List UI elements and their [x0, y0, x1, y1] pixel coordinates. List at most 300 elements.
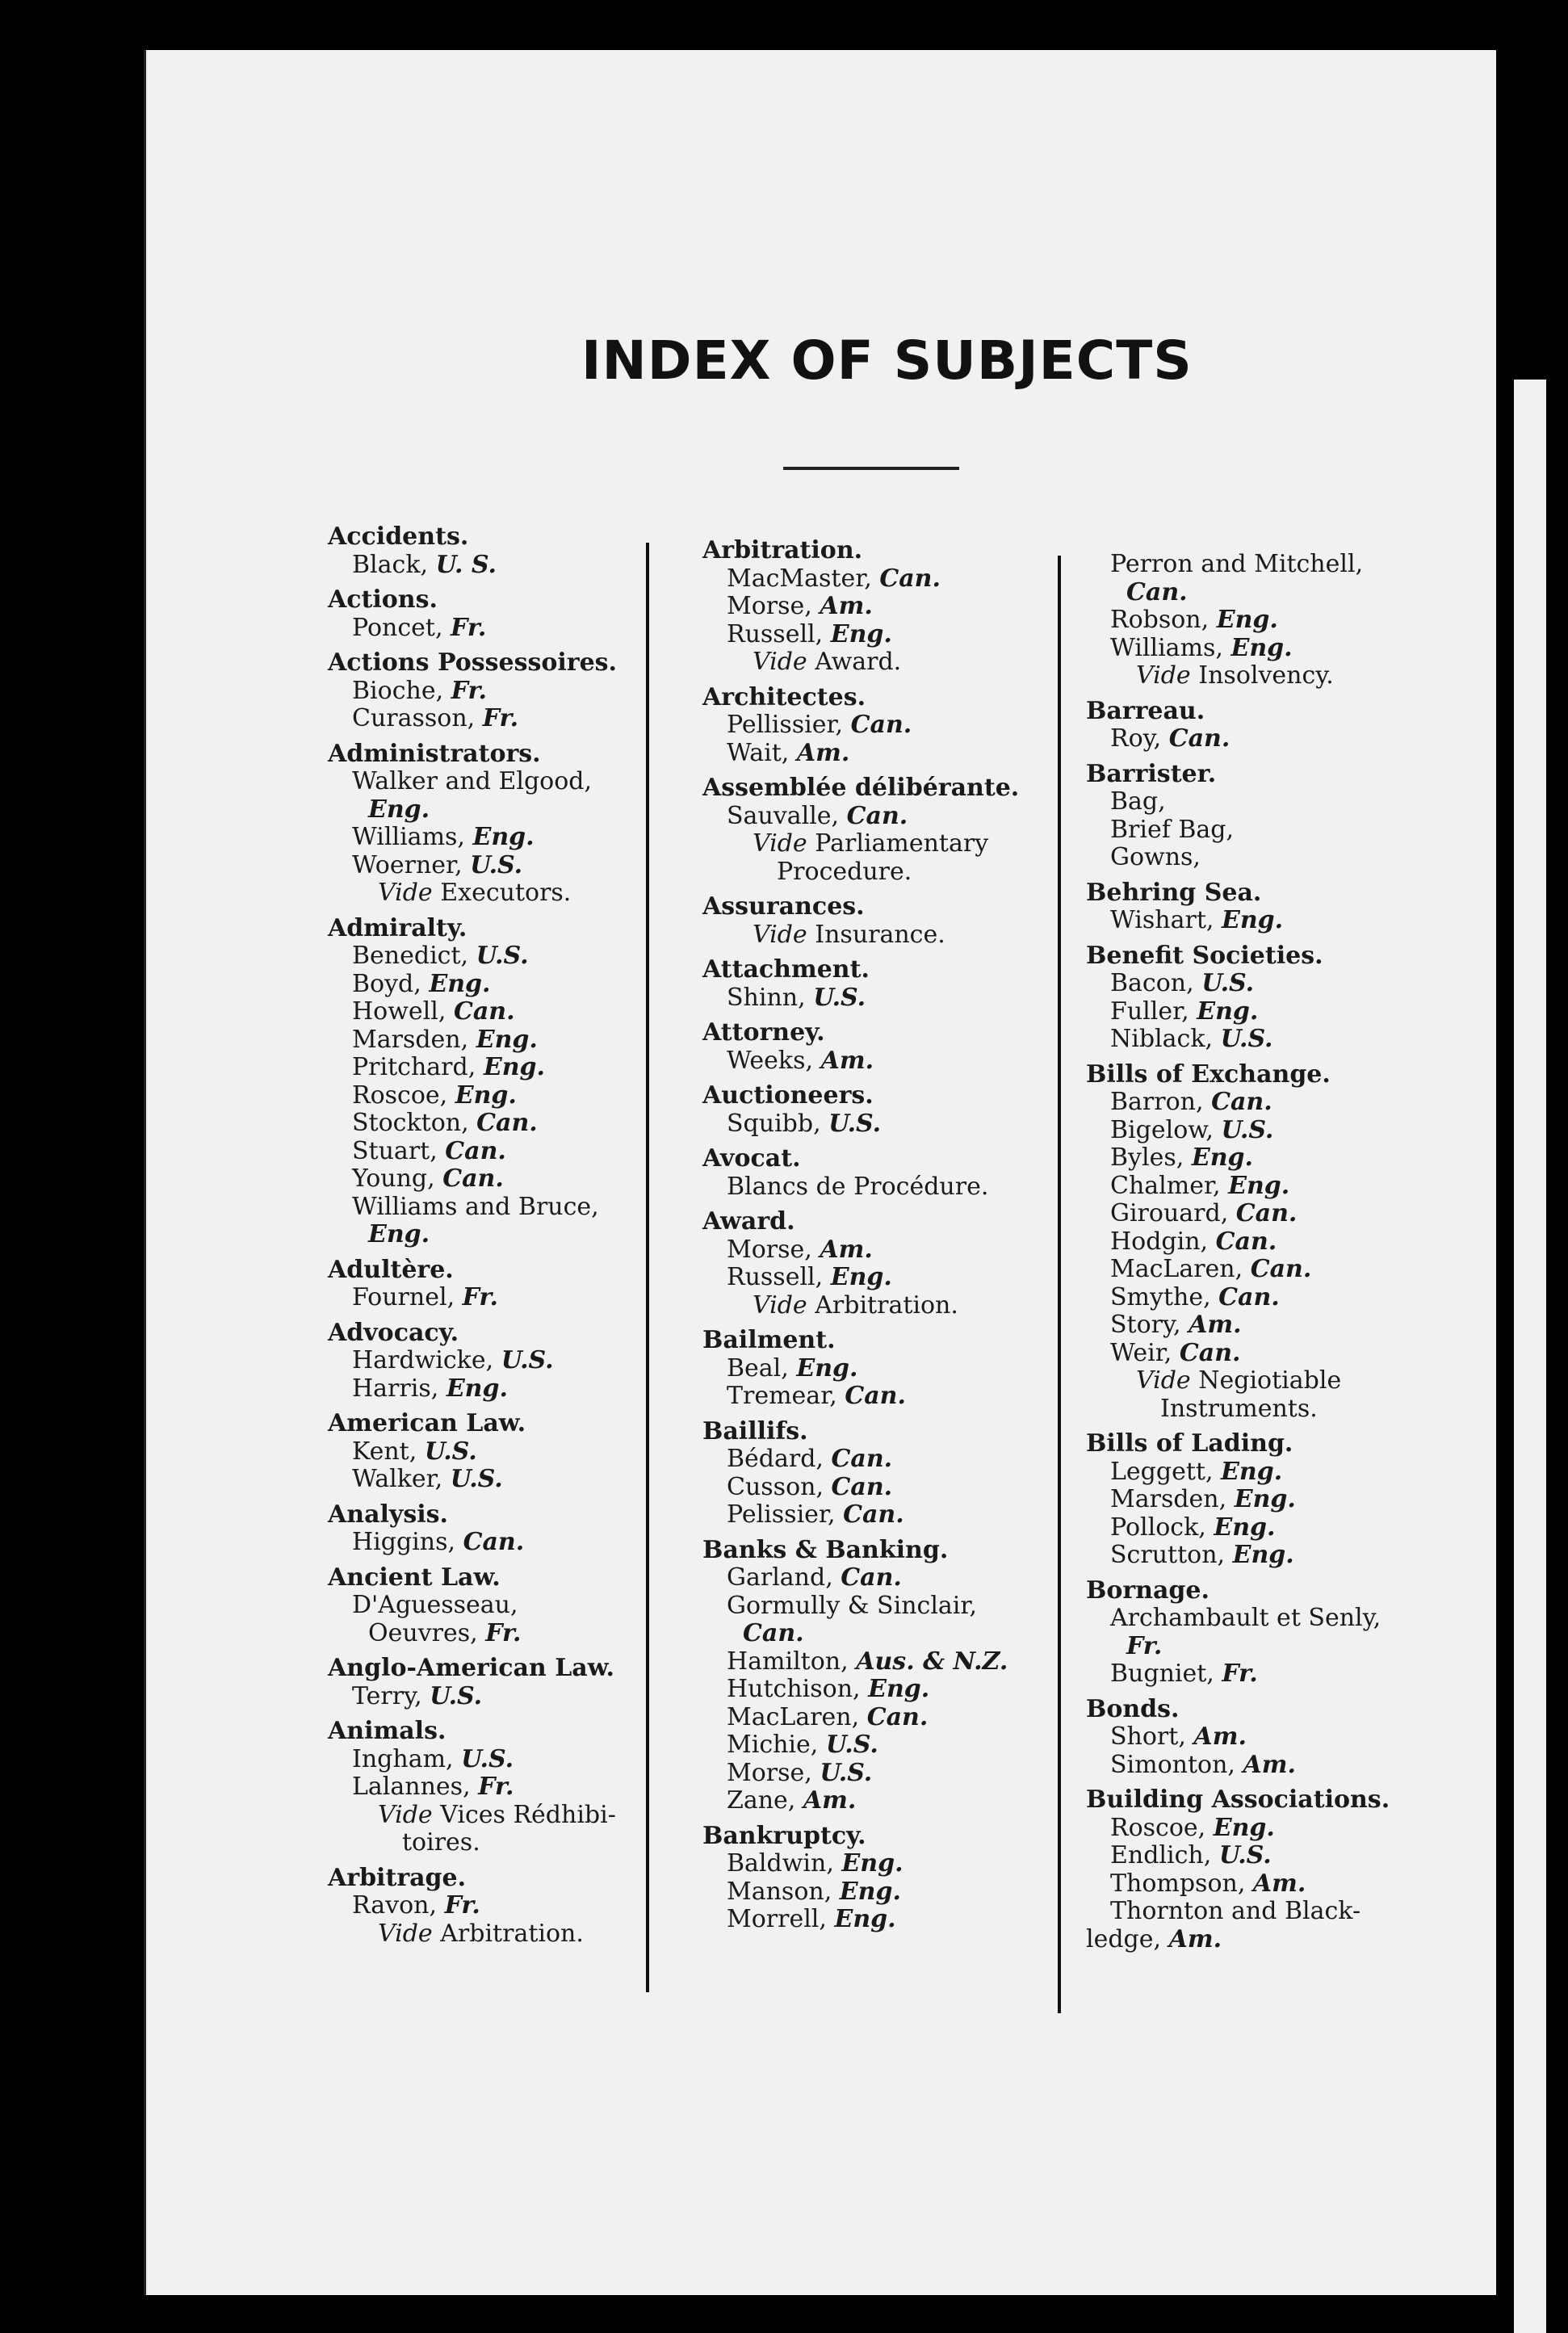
author-name: Williams,	[352, 823, 465, 851]
author-reference	[328, 1773, 617, 1802]
jurisdiction: Eng.	[368, 1220, 430, 1248]
jurisdiction: Am.	[820, 1046, 874, 1075]
author-name: Michie,	[727, 1731, 819, 1759]
subject-heading: Ancient Law.	[328, 1563, 501, 1592]
index-entry	[702, 1418, 1019, 1529]
author-name: Endlich,	[1110, 1841, 1212, 1869]
author-reference	[1086, 970, 1390, 998]
cross-reference	[702, 858, 1019, 887]
author-reference	[328, 1110, 617, 1138]
subject-heading: Advocacy.	[328, 1318, 459, 1347]
jurisdiction: Eng.	[1234, 1485, 1296, 1513]
jurisdiction: U.S.	[470, 850, 523, 879]
author-name: Lalannes,	[352, 1773, 471, 1801]
author-name: Ingham,	[352, 1744, 454, 1773]
subject-heading: Benefit Societies.	[1086, 941, 1323, 970]
author-name: Weeks,	[727, 1046, 814, 1075]
index-entry	[702, 1145, 1019, 1201]
author-reference	[328, 1592, 617, 1620]
author-reference	[1086, 844, 1390, 872]
author-reference	[1086, 816, 1390, 845]
author-reference	[328, 1746, 617, 1774]
author-name: Simonton,	[1110, 1750, 1235, 1779]
cross-reference	[328, 1802, 617, 1830]
subject-heading: Admiralty.	[328, 913, 467, 942]
reference-subject: Procedure.	[777, 857, 912, 886]
index-entry	[328, 586, 617, 642]
subject-heading: Analysis.	[328, 1500, 448, 1529]
author-reference	[328, 1284, 617, 1312]
subject-heading: Adultère.	[328, 1255, 454, 1284]
subject-heading: Banks & Banking.	[702, 1535, 949, 1564]
index-entry	[1086, 698, 1390, 753]
author-reference	[702, 1047, 1019, 1076]
reference-subject: Arbitration.	[815, 1290, 958, 1320]
page-title: INDEX OF SUBJECTS	[581, 329, 1193, 392]
author-name: Terry,	[352, 1681, 422, 1710]
author-name: Woerner,	[352, 850, 463, 879]
jurisdiction: Eng.	[1221, 906, 1284, 934]
author-name: Roscoe,	[352, 1080, 448, 1110]
jurisdiction: Am.	[803, 1786, 857, 1815]
author-reference	[1086, 998, 1390, 1026]
author-name: Howell,	[352, 997, 447, 1026]
author-reference	[1086, 1842, 1390, 1870]
jurisdiction: Am.	[820, 592, 873, 620]
cross-reference	[702, 921, 1019, 950]
subject-heading: Actions.	[328, 585, 438, 614]
author-reference	[1086, 1752, 1390, 1780]
author-reference	[1086, 1340, 1390, 1368]
cross-reference	[1086, 1395, 1390, 1424]
author-reference	[1086, 1486, 1390, 1514]
index-entry	[702, 956, 1019, 1012]
jurisdiction: Eng.	[1214, 1513, 1276, 1542]
author-name: Zane,	[727, 1786, 796, 1815]
cross-reference	[328, 1829, 617, 1857]
jurisdiction: Eng.	[1216, 606, 1278, 634]
author-reference	[328, 1347, 617, 1375]
cross-reference	[1086, 1367, 1390, 1395]
author-name: Stuart,	[352, 1136, 438, 1165]
cross-reference	[702, 830, 1019, 858]
author-reference	[328, 971, 617, 999]
jurisdiction: Can.	[831, 1472, 893, 1501]
subject-heading: Animals.	[328, 1717, 447, 1745]
subject-heading: Baillifs.	[702, 1416, 808, 1446]
cross-reference	[328, 879, 617, 908]
index-entry	[1086, 1061, 1390, 1424]
author-reference	[702, 621, 1019, 649]
index-entry	[1086, 1696, 1390, 1780]
jurisdiction: U.S.	[825, 1731, 878, 1759]
author-reference	[328, 1194, 617, 1222]
reference-subject: Executors.	[440, 879, 572, 907]
author-name: Thompson,	[1110, 1869, 1246, 1898]
jurisdiction: U.S.	[424, 1437, 477, 1466]
jurisdiction: Can.	[453, 997, 515, 1026]
jurisdiction: U. S.	[435, 550, 497, 579]
jurisdiction: Can.	[743, 1619, 804, 1647]
jurisdiction: Am.	[1252, 1869, 1306, 1898]
vide-label: Vide	[1136, 1366, 1191, 1395]
author-reference	[328, 824, 617, 852]
jurisdiction: Eng.	[1221, 1457, 1283, 1486]
jurisdiction: Eng.	[830, 1263, 892, 1291]
index-entry	[702, 774, 1019, 886]
author-reference	[702, 1446, 1019, 1474]
subject-heading: Assurances.	[702, 892, 865, 921]
author-name: Robson,	[1110, 606, 1210, 634]
author-reference	[702, 803, 1019, 831]
author-reference	[1086, 1256, 1390, 1284]
subject-heading: Accidents.	[328, 522, 469, 551]
author-reference	[1086, 1926, 1390, 1954]
jurisdiction: Eng.	[1228, 1171, 1290, 1200]
author-name: Morse,	[727, 592, 812, 620]
jurisdiction: Can.	[831, 1445, 893, 1473]
author-name: Byles,	[1110, 1143, 1184, 1172]
index-entry	[328, 1257, 617, 1312]
jurisdiction: Can.	[1218, 1282, 1280, 1311]
author-reference	[702, 711, 1019, 740]
subject-heading: Bills of Lading.	[1086, 1429, 1293, 1458]
subject-heading: Barrister.	[1086, 759, 1217, 788]
vide-label: Vide	[753, 648, 807, 676]
index-entry	[702, 1823, 1019, 1934]
author-name: Tremear,	[727, 1382, 837, 1410]
author-reference	[328, 1375, 617, 1404]
author-name: Bacon,	[1110, 969, 1194, 997]
author-name: Roscoe,	[1110, 1813, 1206, 1842]
author-reference	[328, 852, 617, 880]
subject-heading: Bankruptcy.	[702, 1821, 866, 1850]
author-name: Beal,	[727, 1353, 789, 1383]
author-reference	[702, 1648, 1019, 1676]
jurisdiction: U.S.	[1221, 1115, 1274, 1144]
jurisdiction: U.S.	[430, 1681, 483, 1710]
author-name: Marsden,	[1110, 1485, 1227, 1513]
author-name: Niblack,	[1110, 1025, 1214, 1053]
author-reference	[328, 1082, 617, 1110]
author-name: Archambault et Senly,	[1110, 1604, 1381, 1632]
author-name: Kent,	[352, 1437, 417, 1466]
author-reference	[328, 705, 617, 733]
author-reference	[1086, 1117, 1390, 1145]
jurisdiction: Fr.	[482, 704, 519, 732]
author-reference	[702, 1264, 1019, 1292]
author-reference	[702, 740, 1019, 768]
index-entry	[328, 741, 617, 908]
author-reference	[1086, 1200, 1390, 1228]
jurisdiction: Can.	[843, 1500, 904, 1529]
author-name: Scrutton,	[1110, 1541, 1226, 1569]
author-reference	[702, 1878, 1019, 1907]
author-name: Ravon,	[352, 1891, 438, 1920]
jurisdiction: Fr.	[451, 613, 487, 642]
author-reference	[1086, 1173, 1390, 1201]
author-name: Pellissier,	[727, 711, 844, 739]
author-reference	[328, 1165, 617, 1194]
author-name: Fournel,	[352, 1283, 455, 1311]
author-reference	[702, 1676, 1019, 1704]
jurisdiction: Fr.	[462, 1283, 498, 1311]
author-name: Leggett,	[1110, 1457, 1214, 1486]
author-name: Short,	[1110, 1722, 1186, 1751]
author-name: Bédard,	[727, 1445, 824, 1473]
author-name: Gormully & Sinclair,	[727, 1591, 977, 1620]
jurisdiction: Eng.	[472, 823, 535, 851]
author-name: Hutchison,	[727, 1675, 861, 1703]
subject-heading: Bornage.	[1086, 1576, 1210, 1605]
author-reference	[702, 565, 1019, 594]
jurisdiction: Am.	[1243, 1750, 1296, 1779]
column-divider-1	[646, 543, 649, 1992]
jurisdiction: Aus. & N.Z.	[856, 1647, 1008, 1676]
author-reference	[1086, 1284, 1390, 1312]
index-entry	[702, 1019, 1019, 1075]
subject-heading: Award.	[702, 1207, 795, 1236]
jurisdiction: Am.	[820, 1235, 873, 1264]
cross-reference	[328, 1920, 617, 1949]
author-reference	[702, 1704, 1019, 1732]
author-name: MacMaster,	[727, 564, 872, 593]
index-entry	[1086, 942, 1390, 1054]
jurisdiction: Can.	[1215, 1227, 1277, 1256]
author-name: Sauvalle,	[727, 801, 840, 830]
jurisdiction: Am.	[796, 738, 850, 767]
author-reference	[328, 1054, 617, 1082]
index-entry	[702, 537, 1019, 677]
reference-subject: Arbitration.	[440, 1919, 584, 1948]
author-reference	[328, 1138, 617, 1166]
author-name: Poncet,	[352, 613, 443, 642]
author-reference	[702, 1474, 1019, 1502]
author-name: Pritchard,	[352, 1053, 476, 1081]
jurisdiction: Can.	[879, 564, 941, 593]
author-reference	[328, 552, 617, 580]
reference-subject: Award.	[815, 648, 902, 676]
index-entry	[1086, 1786, 1390, 1953]
author-name: Black,	[352, 550, 429, 579]
author-name: Weir,	[1110, 1338, 1172, 1367]
jurisdiction: U.S.	[813, 983, 866, 1012]
jurisdiction: Can.	[463, 1528, 525, 1556]
author-reference	[702, 593, 1019, 621]
author-name: Wait,	[727, 738, 790, 767]
author-reference	[702, 1731, 1019, 1760]
author-name: Bioche,	[352, 676, 444, 705]
author-name: Smythe,	[1110, 1282, 1211, 1311]
author-reference	[702, 1850, 1019, 1878]
author-reference	[1086, 725, 1390, 753]
author-name: Squibb,	[727, 1109, 821, 1138]
author-reference	[328, 768, 617, 796]
author-reference	[1086, 1660, 1390, 1689]
cross-reference	[702, 1292, 1019, 1320]
vide-label: Vide	[753, 1290, 807, 1320]
jurisdiction: Can.	[846, 801, 908, 830]
index-entry	[328, 915, 617, 1249]
index-entry	[702, 1537, 1019, 1815]
author-reference	[1086, 1723, 1390, 1752]
jurisdiction: U.S.	[1218, 1841, 1272, 1869]
author-reference	[1086, 1514, 1390, 1542]
subject-heading: Attorney.	[702, 1018, 825, 1047]
author-name: Bugniet,	[1110, 1660, 1214, 1688]
jurisdiction: Eng.	[476, 1025, 538, 1054]
author-reference	[328, 1529, 617, 1557]
author-name: D'Aguesseau,	[352, 1591, 518, 1619]
author-name: Chalmer,	[1110, 1171, 1221, 1200]
author-reference	[1086, 1870, 1390, 1899]
author-name: Williams and Bruce,	[352, 1192, 599, 1221]
author-reference	[702, 1173, 1019, 1202]
jurisdiction: Eng.	[796, 1353, 858, 1383]
author-reference	[702, 1110, 1019, 1139]
author-name: Young,	[352, 1164, 435, 1193]
author-name: Hardwicke,	[352, 1346, 494, 1374]
index-entry	[1086, 1577, 1390, 1689]
vide-label: Vide	[753, 920, 807, 949]
jurisdiction: Can.	[850, 711, 912, 739]
adjacent-page-edge	[1514, 380, 1546, 2333]
cross-reference	[702, 648, 1019, 677]
author-name: Roy,	[1110, 724, 1162, 753]
author-name: Girouard,	[1110, 1199, 1229, 1227]
subject-heading: Bills of Exchange.	[1086, 1060, 1331, 1089]
reference-subject: Instruments.	[1160, 1394, 1318, 1423]
jurisdiction: Eng.	[1213, 1813, 1275, 1842]
jurisdiction: U.S.	[1220, 1025, 1273, 1053]
subject-heading: American Law.	[328, 1409, 526, 1437]
jurisdiction: Eng.	[841, 1849, 903, 1878]
reference-subject: toires.	[402, 1828, 480, 1857]
title-rule	[783, 467, 959, 470]
jurisdiction: U.S.	[1201, 969, 1255, 997]
index-entry	[1086, 761, 1390, 872]
author-reference	[702, 1355, 1019, 1383]
author-reference	[328, 796, 617, 825]
jurisdiction: Can.	[1235, 1199, 1298, 1227]
jurisdiction: Fr.	[485, 1618, 522, 1647]
author-name: Williams,	[1110, 633, 1223, 662]
subject-heading: Assemblée délibérante.	[702, 774, 1020, 802]
jurisdiction: Eng.	[1191, 1143, 1253, 1172]
author-reference	[1086, 788, 1390, 816]
vide-label: Vide	[378, 879, 433, 907]
vide-label: Vide	[753, 829, 807, 858]
cross-reference	[1086, 662, 1390, 690]
author-name: Harris,	[352, 1374, 439, 1403]
jurisdiction: Am.	[1168, 1924, 1222, 1953]
index-entry	[1086, 551, 1390, 690]
jurisdiction: Eng.	[1197, 997, 1259, 1026]
jurisdiction: Am.	[1189, 1311, 1242, 1339]
author-reference	[328, 1892, 617, 1920]
author-name: Barron,	[1110, 1088, 1204, 1116]
index-entry	[702, 1082, 1019, 1138]
subject-heading: Bailment.	[702, 1326, 836, 1354]
author-reference	[1086, 1898, 1390, 1926]
jurisdiction: Can.	[841, 1563, 902, 1592]
author-reference	[702, 984, 1019, 1013]
author-name: Bag,	[1110, 787, 1166, 816]
jurisdiction: U.S.	[450, 1465, 503, 1493]
author-name: Boyd,	[352, 969, 421, 998]
index-entry	[328, 1564, 617, 1648]
author-name: ledge,	[1086, 1924, 1162, 1953]
index-entry	[328, 1718, 617, 1857]
author-reference	[328, 615, 617, 643]
author-reference	[1086, 907, 1390, 935]
jurisdiction: U.S.	[501, 1346, 554, 1374]
author-name: MacLaren,	[727, 1702, 860, 1731]
author-reference	[1086, 1605, 1390, 1633]
author-reference	[328, 942, 617, 971]
author-name: Morrell,	[727, 1905, 827, 1933]
jurisdiction: Can.	[1126, 577, 1188, 606]
jurisdiction: Can.	[1250, 1255, 1312, 1283]
author-name: Stockton,	[352, 1109, 469, 1137]
index-entry	[328, 1865, 617, 1949]
author-reference	[1086, 1311, 1390, 1340]
index-entry	[702, 893, 1019, 949]
jurisdiction: Fr.	[451, 676, 487, 705]
author-reference	[1086, 551, 1390, 579]
author-reference	[1086, 1633, 1390, 1661]
jurisdiction: Eng.	[830, 619, 892, 648]
author-reference	[1086, 1458, 1390, 1487]
author-reference	[1086, 1144, 1390, 1173]
jurisdiction: Can.	[866, 1702, 929, 1731]
subject-heading: Avocat.	[702, 1144, 801, 1173]
subject-heading: Behring Sea.	[1086, 878, 1262, 907]
vide-label: Vide	[378, 1919, 433, 1948]
author-reference	[328, 1221, 617, 1249]
author-name: Pollock,	[1110, 1513, 1206, 1542]
author-name: Manson,	[727, 1877, 832, 1906]
index-column-1	[328, 523, 617, 1955]
author-reference	[328, 998, 617, 1026]
index-entry	[328, 1655, 617, 1710]
author-name: Morse,	[727, 1758, 812, 1787]
author-name: Gowns,	[1110, 843, 1201, 871]
jurisdiction: Fr.	[478, 1773, 514, 1801]
author-name: Shinn,	[727, 983, 806, 1012]
author-reference	[1086, 1815, 1390, 1843]
jurisdiction: Can.	[1168, 724, 1231, 753]
subject-heading: Building Associations.	[1086, 1785, 1390, 1814]
index-entry	[328, 1501, 617, 1557]
author-reference	[702, 1592, 1019, 1621]
author-name: Russell,	[727, 1263, 824, 1291]
author-reference	[702, 1564, 1019, 1592]
author-name: Story,	[1110, 1311, 1181, 1339]
jurisdiction: Fr.	[444, 1891, 480, 1920]
author-name: Bigelow,	[1110, 1115, 1214, 1144]
author-name: Walker,	[352, 1465, 443, 1493]
author-reference	[702, 1760, 1019, 1788]
author-name: Hodgin,	[1110, 1227, 1209, 1256]
jurisdiction: Can.	[1211, 1088, 1272, 1116]
author-reference	[1086, 1026, 1390, 1054]
subject-heading: Actions Possessoires.	[328, 648, 617, 677]
jurisdiction: U.S.	[461, 1744, 514, 1773]
jurisdiction: Eng.	[1232, 1541, 1294, 1569]
author-reference	[702, 1906, 1019, 1934]
subject-heading: Auctioneers.	[702, 1081, 874, 1110]
